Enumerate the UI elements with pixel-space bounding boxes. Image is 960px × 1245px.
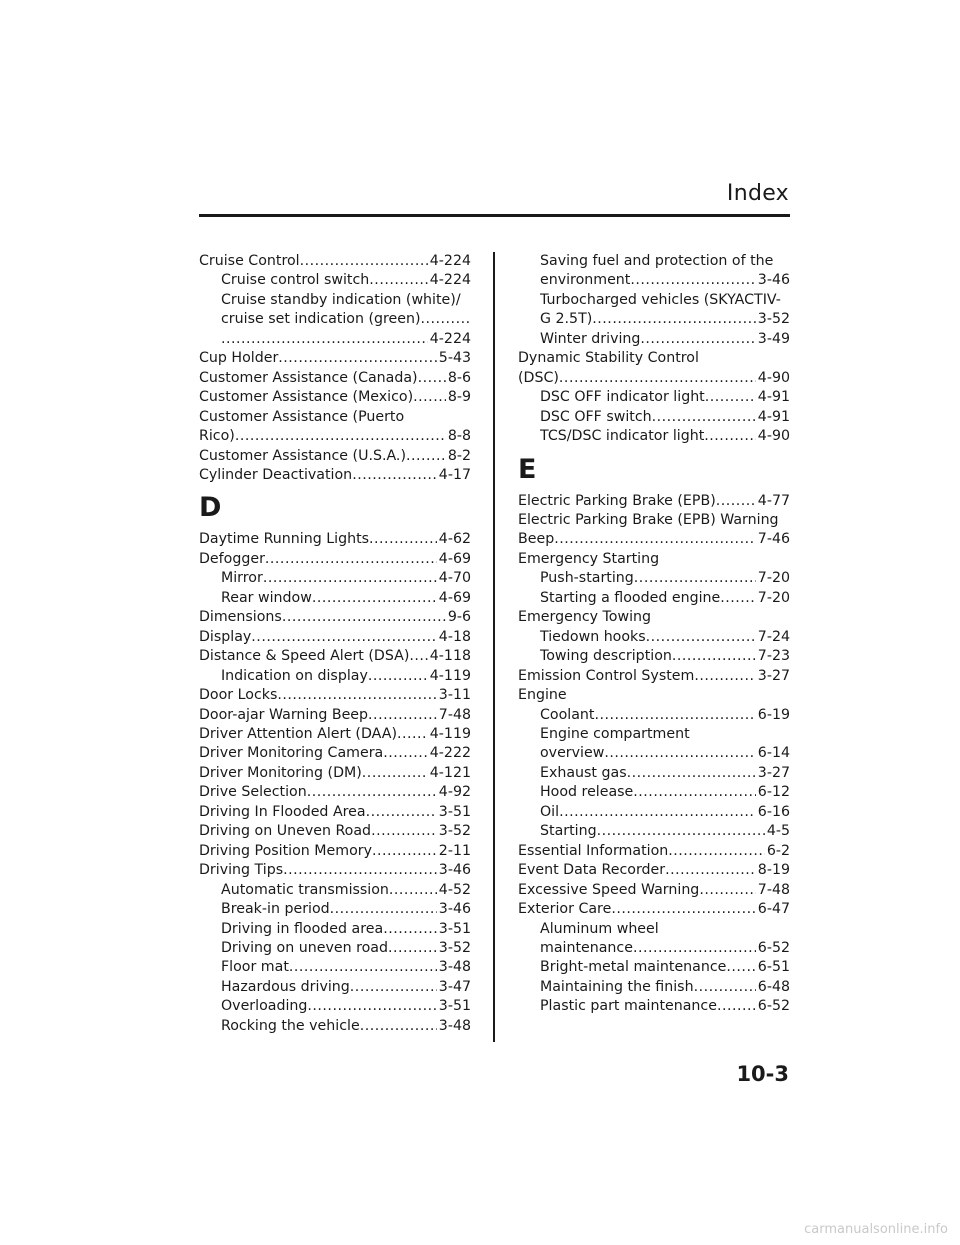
index-subentry [199,569,471,588]
index-page-ref: 3-52 [757,311,790,328]
index-page-ref: 3-46 [757,272,790,289]
index-entry [199,822,471,841]
index-entry-label: Cup Holder [199,350,279,367]
index-entry-label: Display [199,628,252,645]
index-entry-label: Oil [540,803,560,820]
index-subentry [199,920,471,939]
index-subentry [518,388,790,407]
index-entry-label: Floor mat [221,959,289,976]
index-page-ref: 7-24 [757,628,790,645]
index-page-ref: 3-11 [438,687,471,704]
index-page-ref: 4-224 [429,330,471,347]
index-entry-text: Engine compartment [540,725,690,742]
index-entry-text: Cruise standby indication (white)/ [221,291,461,308]
index-subentry [518,803,790,822]
index-page-ref: 6-14 [757,745,790,762]
index-entry-label: Driver Monitoring (DM) [199,764,362,781]
page-number: 10-3 [736,1062,789,1086]
index-subentry [518,958,790,977]
index-subentry [199,310,471,329]
dot-leader [307,783,437,802]
index-entry-label: environment [540,272,631,289]
index-entry [518,881,790,900]
index-entry [199,447,471,466]
index-entry-label: G 2.5T) [540,311,593,328]
index-page-ref: 4-91 [757,408,790,425]
index-entry-label: Door-ajar Warning Beep [199,706,369,723]
dot-leader [640,330,755,349]
dot-leader [652,408,756,427]
index-entry-label: maintenance [540,939,633,956]
dot-leader [633,783,756,802]
index-page-ref: 3-52 [438,939,471,956]
index-entry-label: Driving Tips [199,862,284,879]
index-entry-label: Towing description [540,648,672,665]
dot-leader [278,349,437,368]
dot-leader [263,569,437,588]
dot-leader [251,628,437,647]
index-page-ref: 2-11 [438,842,471,859]
index-page-ref: 8-2 [447,447,471,464]
index-subentry [518,589,790,608]
dot-leader [383,920,437,939]
index-entry-text: Electric Parking Brake (EPB) Warning [518,511,779,528]
index-subentry [518,822,790,841]
index-page-ref: 4-5 [766,823,790,840]
index-subentry [199,589,471,608]
index-page-ref: 3-49 [757,330,790,347]
dot-leader [672,647,756,666]
index-page-ref: 7-48 [438,706,471,723]
index-entry-label: Electric Parking Brake (EPB) [518,492,716,509]
dot-leader [704,427,756,446]
page-title: Index [726,181,789,206]
index-page-ref: 6-2 [766,842,790,859]
index-entry [199,861,471,880]
index-entry [518,842,790,861]
dot-leader [277,686,436,705]
dot-leader [360,1017,437,1036]
dot-leader [406,447,446,466]
dot-leader [366,803,437,822]
dot-leader [418,369,446,388]
index-page-ref: 4-119 [429,667,471,684]
dot-leader [646,628,756,647]
index-entry-text: Aluminum wheel [540,920,659,937]
index-page-ref: 3-51 [438,998,471,1015]
dot-leader [368,667,428,686]
dot-leader [312,589,437,608]
index-entry-label: Cruise Control [199,253,300,269]
dot-leader [668,842,765,861]
index-page-ref: 4-121 [429,764,471,781]
index-subentry [518,978,790,997]
index-page-ref: 6-51 [757,959,790,976]
index-entry [199,706,471,725]
index-subentry [199,271,471,290]
index-subentry [199,330,471,349]
index-subentry [199,667,471,686]
index-entry-label: Dimensions [199,609,282,626]
index-page-ref: 3-27 [757,667,790,684]
dot-leader [221,330,428,349]
index-entry-label: Daytime Running Lights [199,531,370,548]
dot-leader [289,958,437,977]
index-entry [199,725,471,744]
index-subentry [518,783,790,802]
index-entry [199,388,471,407]
dot-leader [235,427,446,446]
index-page-ref: 4-222 [429,745,471,762]
index-entry-text: Saving fuel and protection of the [540,253,774,269]
index-page-ref: 6-48 [757,978,790,995]
index-entry [518,369,790,388]
index-entry [199,744,471,763]
dot-leader [388,939,437,958]
index-page-ref: 7-48 [757,881,790,898]
index-entry [199,466,471,485]
index-page-ref: 8-9 [447,389,471,406]
index-entry-label: Coolant [540,706,595,723]
index-page-ref: 4-18 [438,628,471,645]
index-subentry [199,900,471,919]
dot-leader [559,803,756,822]
index-column-left [199,252,471,1036]
index-entry-label: Cruise control switch [221,272,370,289]
index-page-ref: 6-47 [757,901,790,918]
index-entry-label: Tiedown hooks [540,628,646,645]
index-page-ref: 3-48 [438,1017,471,1034]
index-page-ref: 8-6 [447,369,471,386]
dot-leader [716,492,756,511]
dot-leader [372,842,437,861]
dot-leader [330,900,437,919]
dot-leader [300,252,428,271]
index-entry-label: Driving on Uneven Road [199,823,372,840]
index-page-ref: 6-52 [757,939,790,956]
index-page-ref: 3-51 [438,803,471,820]
index-section-letter: E [518,453,537,485]
index-entry-label: Cylinder Deactivation [199,466,353,483]
index-section-letter: D [199,492,222,524]
index-entry-label: Mirror [221,570,263,587]
dot-leader [726,958,755,977]
dot-leader [362,764,428,783]
index-entry-label: Push-starting [540,570,634,587]
index-entry [199,803,471,822]
index-entry [518,667,790,686]
index-entry [199,349,471,368]
dot-leader [413,388,446,407]
dot-leader [554,530,756,549]
index-page-ref: 4-119 [429,725,471,742]
index-page-ref: 4-224 [429,272,471,289]
dot-leader [720,589,756,608]
index-page-ref: 8-8 [447,428,471,445]
index-entry-label: Plastic part maintenance [540,998,717,1015]
index-page-ref: 7-23 [757,648,790,665]
index-subentry [518,706,790,725]
index-entry-label: Event Data Recorder [518,862,666,879]
index-subentry [518,997,790,1016]
index-entry-label: Beep [518,531,555,548]
index-entry-label: Hazardous driving [221,978,350,995]
index-subentry [199,881,471,900]
index-entry-text: Emergency Starting [518,550,660,567]
index-page-ref: 3-52 [438,823,471,840]
dot-leader [630,271,755,290]
index-page-ref: 4-92 [438,784,471,801]
index-subentry [518,330,790,349]
dot-leader [717,997,756,1016]
index-entry-text: Engine [518,687,567,704]
index-entry [199,252,471,271]
index-subentry [199,978,471,997]
index-entry-label: Rico) [199,428,235,445]
index-page-ref: 4-69 [438,550,471,567]
index-entry-label: Driving on uneven road [221,939,388,956]
dot-leader [369,530,437,549]
index-entry-label: Customer Assistance (Mexico) [199,389,414,406]
index-entry-label: Indication on display [221,667,368,684]
dot-leader [592,310,756,329]
index-entry [199,530,471,549]
index-page-ref: 3-48 [438,959,471,976]
dot-leader [597,822,765,841]
index-subentry [518,408,790,427]
dot-leader [352,466,437,485]
index-entry-label: Winter driving [540,330,641,347]
index-entry-text: Turbocharged vehicles (SKYACTIV- [540,291,781,308]
index-entry-label: Distance & Speed Alert (DSA) [199,648,410,665]
index-entry-label: Overloading [221,998,308,1015]
index-entry-label: Driver Monitoring Camera [199,745,384,762]
index-entry-label: (DSC) [518,369,559,386]
index-page-ref: 7-20 [757,589,790,606]
index-page-ref: 9-6 [447,609,471,626]
index-page-ref: 8-19 [757,862,790,879]
index-page-ref: 6-12 [757,784,790,801]
index-entry [518,492,790,511]
column-divider [493,252,495,1042]
dot-leader [694,978,756,997]
dot-leader [594,706,755,725]
index-subentry [518,764,790,783]
dot-leader [307,997,436,1016]
index-entry-label: TCS/DSC indicator light [540,428,705,445]
index-entry-label: Essential Information [518,842,669,859]
index-entry-label: Rear window [221,589,312,606]
dot-leader [694,667,755,686]
index-entry [199,427,471,446]
index-entry-label: Automatic transmission [221,881,389,898]
index-subentry [199,1017,471,1036]
index-entry-label: overview [540,745,605,762]
index-entry-label: Driving In Flooded Area [199,803,366,820]
dot-leader [611,900,755,919]
index-entry-text: Customer Assistance (Puerto [199,408,405,425]
index-entry-label: Break-in period [221,901,330,918]
index-subentry [518,310,790,329]
index-page-ref: 4-77 [757,492,790,509]
dot-leader [283,861,437,880]
index-page-ref: 4-91 [757,389,790,406]
index-page-ref: 4-90 [757,369,790,386]
index-page-ref: 4-118 [429,648,471,665]
index-entry-label: Starting a flooded engine [540,589,721,606]
dot-leader [389,881,437,900]
index-entry-label: Door Locks [199,687,278,704]
dot-leader [633,939,756,958]
index-page-ref: 7-46 [757,531,790,548]
index-entry-label: cruise set indication (green) [221,311,421,328]
index-page-ref: 6-16 [757,803,790,820]
index-page-ref: 4-70 [438,570,471,587]
index-subentry [199,997,471,1016]
index-page-ref: 6-19 [757,706,790,723]
index-page-ref: 3-47 [438,978,471,995]
index-page-ref: 6-52 [757,998,790,1015]
index-page-ref: 3-27 [757,764,790,781]
index-subentry [518,628,790,647]
index-entry-label: Defogger [199,550,265,567]
index-page-ref: 4-17 [438,466,471,483]
index-entry-label: Driver Attention Alert (DAA) [199,725,397,742]
index-subentry [518,271,790,290]
index-page-ref: 3-46 [438,901,471,918]
index-entry [199,628,471,647]
index-subentry [518,647,790,666]
index-entry-label: Customer Assistance (U.S.A.) [199,447,406,464]
dot-leader [397,725,428,744]
index-page-ref [469,310,471,329]
dot-leader [282,608,446,627]
index-entry-label: Driving Position Memory [199,842,372,859]
index-subentry [518,744,790,763]
index-entry [518,530,790,549]
dot-leader [634,569,756,588]
index-subentry [518,939,790,958]
index-page-ref: 3-46 [438,862,471,879]
index-page-ref: 4-69 [438,589,471,606]
dot-leader [371,822,437,841]
dot-leader [265,550,437,569]
index-entry [199,369,471,388]
index-entry-label: Rocking the vehicle [221,1017,360,1034]
index-page-ref: 5-43 [438,350,471,367]
index-page-ref: 3-51 [438,920,471,937]
dot-leader [559,369,756,388]
index-entry-label: Exterior Care [518,901,612,918]
index-page-ref: 4-224 [429,253,471,269]
dot-leader [665,861,756,880]
index-entry [199,550,471,569]
index-entry-label: Maintaining the finish [540,978,694,995]
index-entry-label: Customer Assistance (Canada) [199,369,418,386]
index-entry [199,608,471,627]
dot-leader [350,978,437,997]
index-subentry [199,939,471,958]
watermark: carmanualsonline.info [804,1222,948,1237]
index-entry-label: DSC OFF switch [540,408,652,425]
dot-leader [705,388,756,407]
index-entry-label: Emission Control System [518,667,695,684]
index-subentry [199,958,471,977]
index-entry-label: Exhaust gas [540,764,627,781]
header-rule [199,214,790,217]
dot-leader [604,744,755,763]
index-entry [199,764,471,783]
index-subentry [518,427,790,446]
index-page-ref: 4-52 [438,881,471,898]
index-page-ref: 7-20 [757,570,790,587]
index-entry [199,686,471,705]
index-entry-label: Excessive Speed Warning [518,881,700,898]
index-entry-label: DSC OFF indicator light [540,389,705,406]
index-page-ref: 4-90 [757,428,790,445]
index-entry-label: Hood release [540,784,634,801]
index-entry-label: Bright-metal maintenance [540,959,727,976]
index-entry-label: Driving in flooded area [221,920,384,937]
dot-leader [421,310,470,329]
index-entry [199,783,471,802]
index-entry-text: Dynamic Stability Control [518,350,699,367]
index-subentry [518,569,790,588]
index-entry [518,861,790,880]
index-entry [518,900,790,919]
index-entry [199,842,471,861]
dot-leader [368,706,437,725]
index-entry-label: Starting [540,823,597,840]
dot-leader [699,881,755,900]
dot-leader [627,764,756,783]
index-column-right [518,252,790,1017]
index-page-ref: 4-62 [438,531,471,548]
index-entry-label: Drive Selection [199,784,307,801]
index-entry [199,647,471,666]
dot-leader [369,271,427,290]
dot-leader [383,744,428,763]
dot-leader [409,647,427,666]
index-entry-text: Emergency Towing [518,609,652,626]
